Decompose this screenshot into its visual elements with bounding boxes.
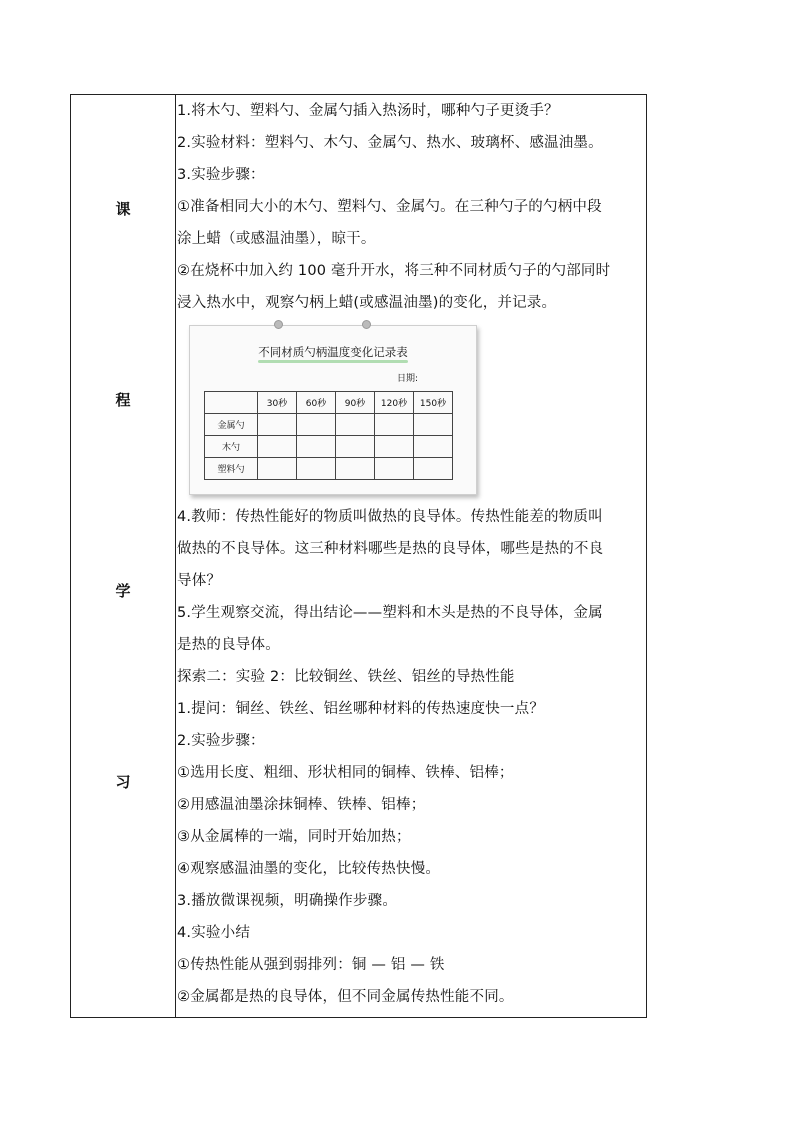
text-line: 4.教师：传热性能好的物质叫做热的良导体。传热性能差的物质叫	[177, 509, 603, 525]
text-line: ①选用长度、粗细、形状相同的铜棒、铁棒、铝棒；	[177, 765, 514, 781]
text-line: 5.学生观察交流，得出结论——塑料和木头是热的不良导体，金属	[177, 605, 603, 621]
table-header-cell	[205, 392, 258, 414]
record-sheet-photo	[189, 325, 477, 495]
record-sheet-title: 不同材质勺柄温度变化记录表	[258, 345, 408, 359]
title-highlight	[258, 360, 408, 363]
sidebar-char-xi: 习	[115, 773, 131, 791]
table-cell	[375, 458, 414, 480]
record-sheet-date-label: 日期:	[396, 374, 418, 384]
table-row	[205, 458, 453, 480]
text-line: 涂上蜡（或感温油墨），晾干。	[177, 231, 376, 247]
sidebar-char-xue: 学	[115, 582, 131, 600]
record-sheet-table	[204, 391, 453, 480]
table-header-cell: 30秒	[258, 392, 297, 414]
text-line: ④观察感温油墨的变化，比较传热快慢。	[177, 861, 441, 877]
text-line: ③从金属棒的一端，同时开始加热；	[177, 829, 411, 845]
text-line: ①准备相同大小的木勺、塑料勺、金属勺。在三种勺子的勺柄中段	[177, 199, 602, 215]
table-cell	[297, 414, 336, 436]
table-cell	[336, 436, 375, 458]
table-header-cell: 90秒	[336, 392, 375, 414]
table-cell	[336, 458, 375, 480]
table-header-row	[205, 392, 453, 414]
table-header-cell: 60秒	[297, 392, 336, 414]
section-heading: 探索二：实验 2：比较铜丝、铁丝、铝丝的导热性能	[177, 669, 515, 685]
table-row-label: 木勺	[205, 436, 258, 458]
text-line: 3.播放微课视频，明确操作步骤。	[177, 893, 398, 909]
text-line: 2.实验步骤：	[177, 733, 265, 749]
table-cell	[258, 414, 297, 436]
text-line: 1.将木勺、塑料勺、金属勺插入热汤时，哪种勺子更烫手？	[177, 103, 559, 119]
table-row-label: 金属勺	[205, 414, 258, 436]
lesson-content	[177, 95, 644, 1013]
lesson-table	[70, 94, 647, 1018]
table-cell	[414, 436, 453, 458]
table-row	[205, 436, 453, 458]
table-cell	[336, 414, 375, 436]
table-cell	[414, 414, 453, 436]
table-cell	[375, 414, 414, 436]
text-line: 3.实验步骤：	[177, 167, 265, 183]
table-cell	[258, 436, 297, 458]
text-line: ①传热性能从强到弱排列：铜 — 铝 — 铁	[177, 957, 445, 973]
table-cell	[297, 458, 336, 480]
text-line: 2.实验材料：塑料勺、木勺、金属勺、热水、玻璃杯、感温油墨。	[177, 135, 603, 151]
text-line: ②在烧杯中加入约 100 毫升开水，将三种不同材质勺子的勺部同时	[177, 263, 611, 279]
text-line: ②用感温油墨涂抹铜棒、铁棒、铝棒；	[177, 797, 426, 813]
table-cell	[414, 458, 453, 480]
pin-icon	[362, 320, 371, 329]
text-line: 做热的不良导体。这三种材料哪些是热的良导体，哪些是热的不良	[177, 541, 604, 557]
text-line: 是热的良导体。	[177, 637, 280, 653]
table-header-cell: 120秒	[375, 392, 414, 414]
column-divider	[175, 95, 176, 1017]
table-row-label: 塑料勺	[205, 458, 258, 480]
table-cell	[375, 436, 414, 458]
text-line: ②金属都是热的良导体，但不同金属传热性能不同。	[177, 989, 514, 1005]
text-line: 1.提问：铜丝、铁丝、铝丝哪种材料的传热速度快一点？	[177, 701, 545, 717]
table-header-cell: 150秒	[414, 392, 453, 414]
sidebar-char-ke: 课	[115, 200, 131, 218]
table-cell	[258, 458, 297, 480]
text-line: 浸入热水中，观察勺柄上蜡(或感温油墨)的变化，并记录。	[177, 295, 557, 311]
pin-icon	[274, 320, 283, 329]
table-row	[205, 414, 453, 436]
sidebar-char-cheng: 程	[115, 391, 131, 409]
text-line: 导体？	[177, 573, 222, 589]
text-line: 4.实验小结	[177, 925, 251, 941]
table-cell	[297, 436, 336, 458]
